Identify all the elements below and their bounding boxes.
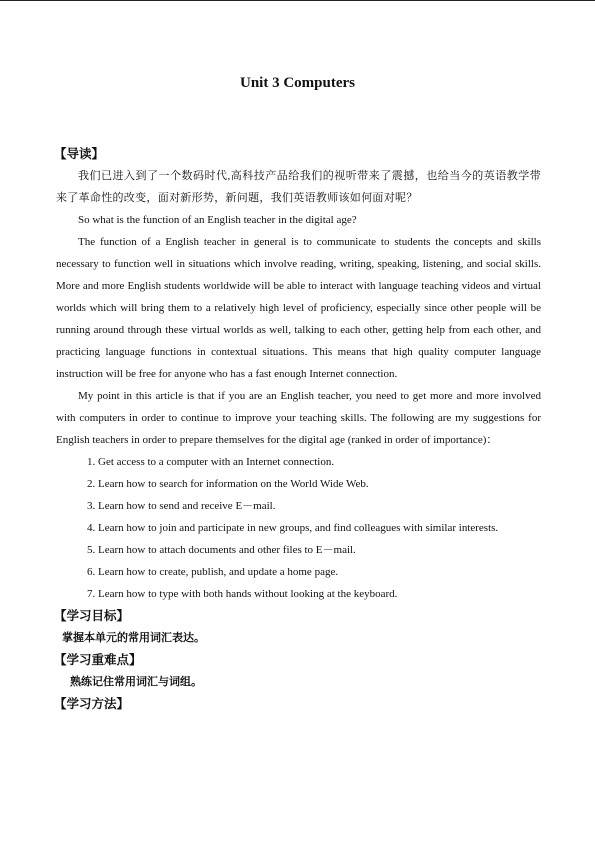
objectives-text: 掌握本单元的常用词汇表达。	[62, 631, 205, 644]
list-item: 6. Learn how to create, publish, and update a home page.	[87, 566, 339, 578]
list-item: 4. Learn how to join and participate in new groups, and find colleagues with similar interests.	[87, 522, 499, 534]
document-body	[56, 143, 541, 715]
key-points-text: 熟练记住常用词汇与词组。	[70, 675, 202, 688]
key-points-heading: 【学习重难点】	[54, 652, 142, 667]
question-paragraph: So what is the function of an English teacher in the digital age?	[78, 214, 357, 226]
page-title: Unit 3 Computers	[240, 75, 355, 91]
list-item: 3. Learn how to send and receive E－mail.	[87, 500, 276, 512]
list-item: 5. Learn how to attach documents and other files to E－mail.	[87, 544, 356, 556]
intro-chinese-paragraph: 我们已进入到了一个数码时代,高科技产品给我们的视听带来了震撼，也给当今的英语教学带来了革命性的改变，面对新形势，新问题，我们英语教师该如何面对呢？	[56, 170, 541, 204]
list-item: 7. Learn how to type with both hands without looking at the keyboard.	[87, 588, 398, 600]
methods-heading: 【学习方法】	[54, 696, 130, 711]
objectives-heading: 【学习目标】	[54, 608, 130, 623]
point-paragraph: My point in this article is that if you are an English teacher, you need to get more and more involved with computers in order to continue to improve your teaching skills. The following are my suggestions for English teachers in order to prepare themselves for the digital age (ranked in order of importance)：	[56, 390, 541, 446]
function-paragraph: The function of a English teacher in general is to communicate to students the concepts and skills necessary to function well in situations which involve reading, writing, speaking, listening, and social skills. More and more English students worldwide will be able to interact with language teaching videos and virtual worlds which will bring them to a relatively high level of proficiency, especially since other people will be running around through these virtual worlds as well, talking to each other, getting help from each other, and practicing language functions in contextual situations. This means that high quality computer language instruction will be free for anyone who has a fast enough Internet connection.	[56, 236, 541, 380]
suggestions-list	[56, 451, 541, 605]
list-item: 1. Get access to a computer with an Internet connection.	[87, 456, 335, 468]
list-item: 2. Learn how to search for information on the World Wide Web.	[87, 478, 369, 490]
page-top-rule	[0, 0, 595, 1]
reading-guide-heading: 【导读】	[54, 146, 105, 161]
